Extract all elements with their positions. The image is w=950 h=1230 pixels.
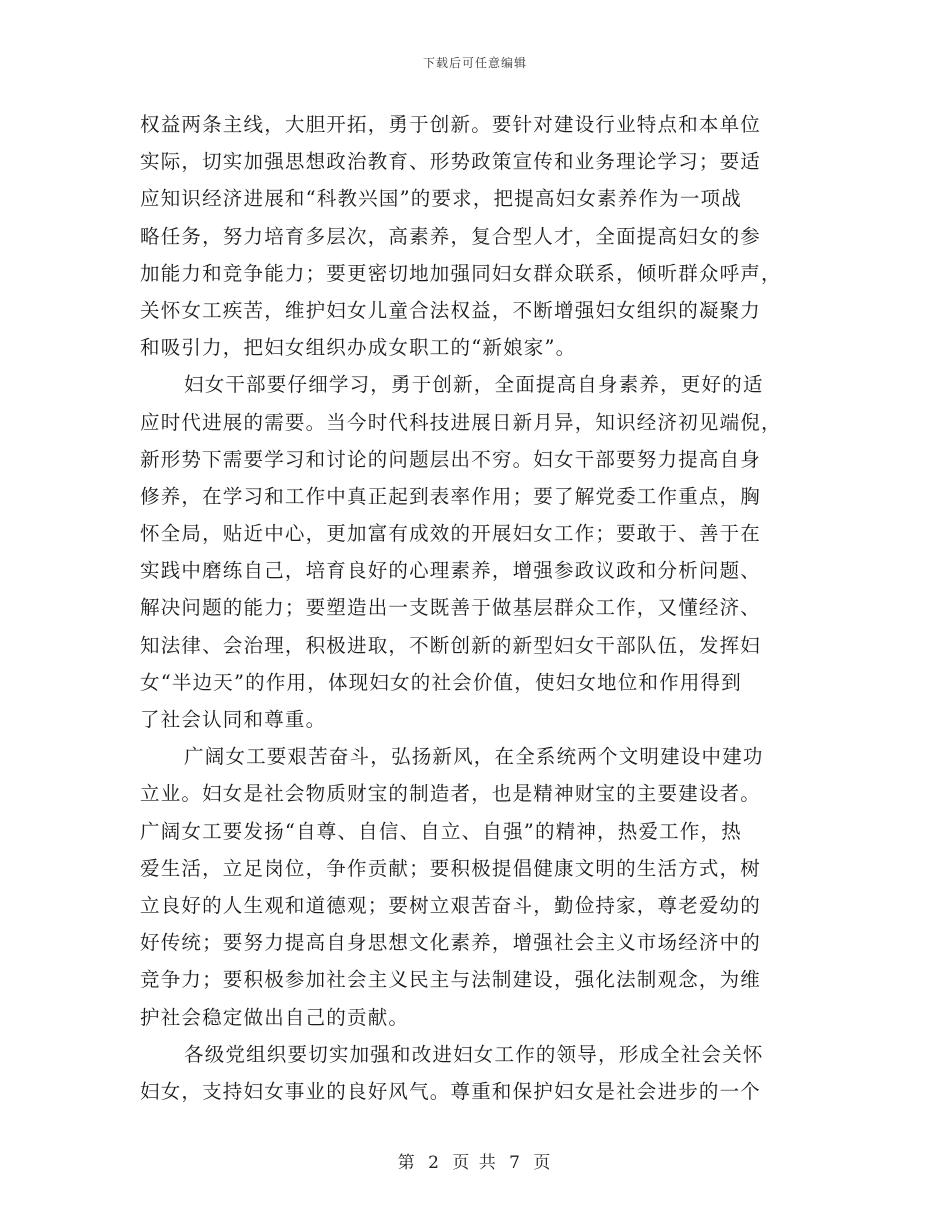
text-line: 护社会稳定做出自己的贡献。	[140, 1005, 410, 1029]
text-line: 加能力和竞争能力；要更密切地加强同妇女群众联系，倾听群众呼声，	[140, 261, 782, 285]
footer-prefix: 第	[397, 1153, 417, 1173]
text-line: 略任务，努力培育多层次，高素养，复合型人才，全面提高妇女的参	[140, 224, 762, 248]
text-line: 妇女，支持妇女事业的良好风气。尊重和保护妇女是社会进步的一个	[140, 1079, 762, 1103]
text-line: 了社会认同和尊重。	[140, 708, 327, 731]
text-line: 竞争力；要积极参加社会主义民主与法制建设，强化法制观念，为维	[140, 968, 762, 992]
text-line: 解决问题的能力；要塑造出一支既善于做基层群众工作，又懂经济、	[140, 596, 762, 620]
text-line: 应知识经济进展和“科教兴国”的要求，把提高妇女素养作为一项战	[140, 187, 742, 211]
text-line: 女“半边天”的作用，体现妇女的社会价值，使妇女地位和作用得到	[140, 670, 742, 694]
text-line: 实际，切实加强思想政治教育、形势政策宣传和业务理论学习；要适	[140, 150, 762, 174]
paragraph-first-line: 广阔女工要艰苦奋斗，弘扬新风，在全系统两个文明建设中建功	[184, 745, 764, 769]
paragraph-first-line: 妇女干部要仔细学习，勇于创新，全面提高自身素养，更好的适	[184, 373, 764, 397]
text-line: 广阔女工要发扬“自尊、自信、自立、自强”的精神，热爱工作，热	[140, 819, 742, 843]
text-line: 新形势下需要学习和讨论的问题层出不穷。妇女干部要努力提高自身	[140, 447, 762, 471]
text-line: 好传统；要努力提高自身思想文化素养，增强社会主义市场经济中的	[140, 931, 762, 955]
text-line: 立业。妇女是社会物质财宝的制造者，也是精神财宝的主要建设者。	[140, 782, 762, 806]
text-line: 怀全局，贴近中心，更加富有成效的开展妇女工作；要敢于、善于在	[140, 522, 762, 546]
paragraph-first-line: 各级党组织要切实加强和改进妇女工作的领导，形成全社会关怀	[184, 1042, 764, 1066]
text-line: 关怀女工疾苦，维护妇女儿童合法权益，不断增强妇女组织的凝聚力	[140, 298, 762, 322]
document-body	[140, 106, 804, 1110]
text-line: 立良好的人生观和道德观；要树立艰苦奋斗，勤俭持家，尊老爱幼的	[140, 893, 762, 917]
text-line: 知法律、会治理，积极进取，不断创新的新型妇女干部队伍，发挥妇	[140, 633, 762, 657]
total-page-count: 7	[509, 1153, 522, 1173]
text-line: 爱生活，立足岗位，争作贡献；要积极提倡健康文明的生活方式，树	[140, 856, 762, 880]
footer-suffix: 页	[533, 1153, 553, 1173]
text-line: 权益两条主线，大胆开拓，勇于创新。要针对建设行业特点和本单位	[140, 113, 762, 136]
current-page-number: 2	[428, 1153, 441, 1173]
text-line: 修养，在学习和工作中真正起到表率作用；要了解党委工作重点，胸	[140, 484, 762, 508]
footer-middle: 页 共	[452, 1153, 498, 1173]
page-header: 下载后可任意编辑	[422, 56, 527, 70]
text-line: 和吸引力，把妇女组织办成女职工的“新娘家”。	[140, 336, 577, 360]
text-line: 实践中磨练自己，培育良好的心理素养，增强参政议政和分析问题、	[140, 559, 762, 583]
text-line: 应时代进展的需要。当今时代科技进展日新月异，知识经济初见端倪，	[140, 410, 782, 434]
page-footer	[0, 1148, 950, 1173]
